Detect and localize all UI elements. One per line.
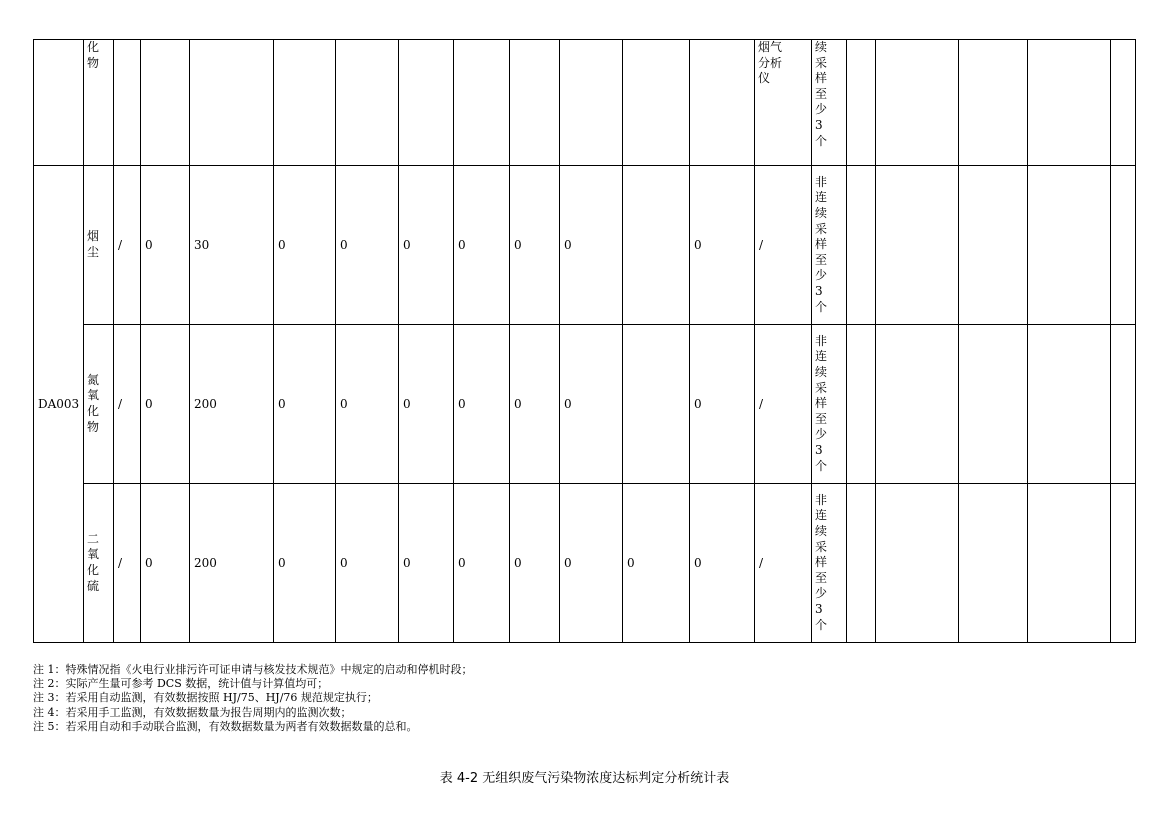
pollutant-cell: 化物 (84, 40, 114, 166)
outlet-id: DA003 (34, 166, 84, 643)
method-cell: / (755, 325, 812, 484)
pollutant-cell: 氮氧化物 (84, 325, 114, 484)
cell: 0 (623, 484, 690, 643)
method-cell: 烟气分析仪 (755, 40, 812, 166)
cell: / (114, 484, 141, 643)
cell: 0 (560, 166, 623, 325)
cell: 0 (510, 484, 560, 643)
cell: 0 (399, 166, 454, 325)
cell: 0 (454, 484, 510, 643)
emission-table (33, 39, 1136, 643)
cell: 0 (690, 325, 755, 484)
cell: 0 (560, 325, 623, 484)
cell: 0 (510, 325, 560, 484)
sampling-cell: 非连续采样至少3个 (812, 325, 847, 484)
sampling-cell: 非连续采样至少3个 (812, 484, 847, 643)
table-caption: 表 4-2 无组织废气污染物浓度达标判定分析统计表 (439, 771, 730, 786)
limit-cell: 200 (190, 484, 274, 643)
limit-cell: 200 (190, 325, 274, 484)
cell: 0 (510, 166, 560, 325)
sampling-cell: 非连续采样至少3个 (812, 166, 847, 325)
table-row (34, 484, 1136, 643)
pollutant-cell: 二氧化硫 (84, 484, 114, 643)
note-5: 注 5：若采用自动和手动联合监测，有效数据数量为两者有效数据数量的总和。 (33, 719, 418, 733)
notes (33, 663, 473, 734)
limit-cell: 30 (190, 166, 274, 325)
pollutant-cell: 烟尘 (84, 166, 114, 325)
cell: / (114, 166, 141, 325)
note-2: 注 2：实际产生量可参考 DCS 数据，统计值与计算值均可； (33, 677, 329, 691)
cell: 0 (274, 166, 336, 325)
table-row (34, 166, 1136, 325)
method-cell: / (755, 484, 812, 643)
cell: 0 (336, 325, 399, 484)
cell: 0 (141, 166, 190, 325)
cell: 0 (274, 325, 336, 484)
cell: 0 (399, 325, 454, 484)
method-cell: / (755, 166, 812, 325)
cell: 0 (274, 484, 336, 643)
table-row (34, 325, 1136, 484)
cell: 0 (454, 325, 510, 484)
outlet-cell (34, 40, 84, 166)
cell: 0 (141, 484, 190, 643)
cell: 0 (560, 484, 623, 643)
note-1: 注 1：特殊情况指《火电行业排污许可证申请与核发技术规范》中规定的启动和停机时段； (33, 663, 473, 676)
note-4: 注 4：若采用手工监测，有效数据数量为报告周期内的监测次数； (33, 705, 352, 719)
cell (623, 166, 690, 325)
cell: 0 (454, 166, 510, 325)
cell: / (114, 325, 141, 484)
cell: 0 (690, 484, 755, 643)
note-3: 注 3：若采用自动监测，有效数据按照 HJ/75、HJ/76 规范规定执行； (33, 691, 378, 705)
cell: 0 (336, 166, 399, 325)
table-row (34, 40, 1136, 166)
cell: 0 (399, 484, 454, 643)
cell: 0 (141, 325, 190, 484)
cell: 0 (690, 166, 755, 325)
sampling-cell: 续采样至少3个 (812, 40, 847, 166)
cell: 0 (336, 484, 399, 643)
cell (623, 325, 690, 484)
